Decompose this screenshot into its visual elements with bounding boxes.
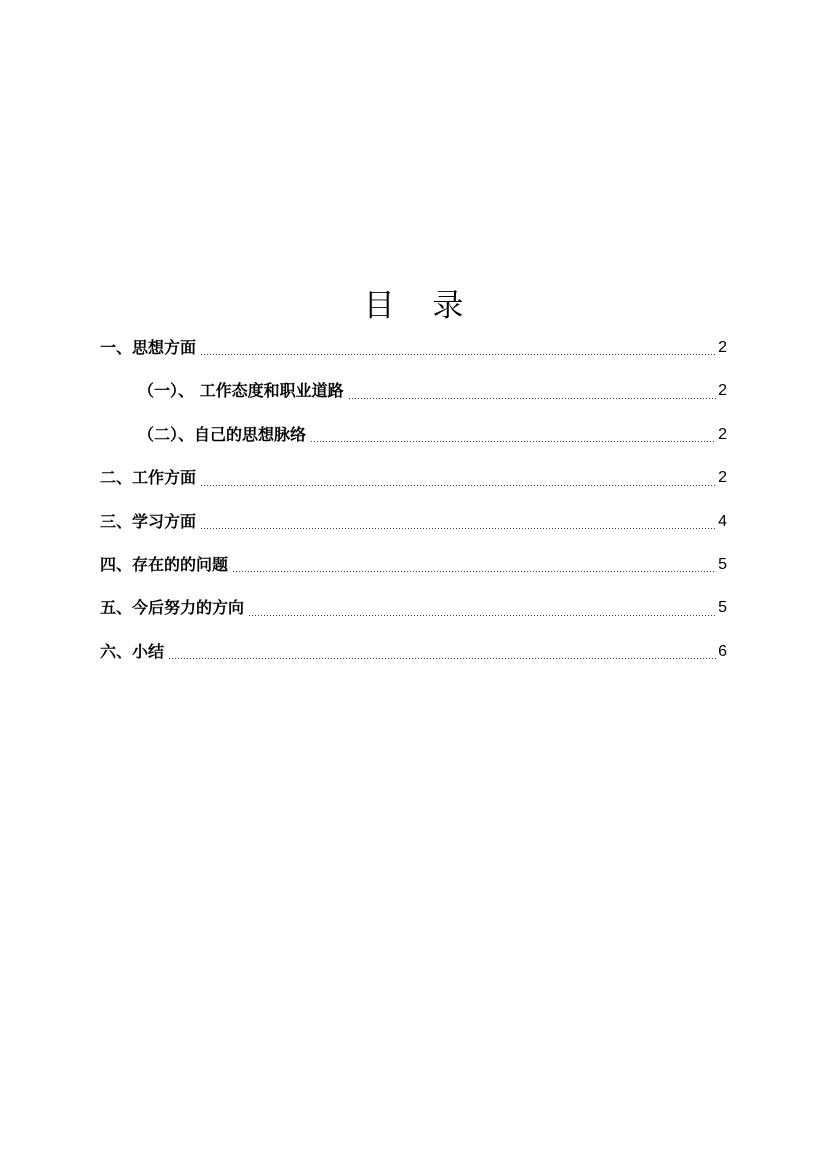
toc-entry-page: 5 [718,555,727,573]
toc-entry-label: 一、思想方面 [100,337,197,357]
toc-entry-label: （一）、 工作态度和职业道路 [138,381,344,401]
toc-entry-study[interactable] [100,500,727,543]
dot-leader [232,571,716,572]
toc-entry-page: 2 [718,338,727,356]
dot-leader [200,485,716,486]
toc-entry-work-attitude[interactable] [100,369,727,412]
toc-entry-page: 2 [718,382,727,400]
toc-entry-label: 四、存在的的问题 [100,554,229,574]
toc-entry-label: （二）、自己的思想脉络 [138,424,307,444]
toc-entry-thought[interactable] [100,326,727,369]
toc-entry-label: 五、今后努力的方向 [100,598,245,618]
dot-leader [248,615,716,616]
toc-entry-page: 4 [718,512,727,530]
toc-entry-page: 5 [718,599,727,617]
toc-entry-summary[interactable] [100,630,727,673]
toc-entry-page: 2 [718,469,727,487]
toc-entry-label: 三、学习方面 [100,511,197,531]
toc-entry-page: 2 [718,425,727,443]
toc-entry-page: 6 [718,642,727,660]
toc-entry-problems[interactable] [100,543,727,586]
dot-leader [310,441,716,442]
dot-leader [168,658,716,659]
dot-leader [348,398,717,399]
toc-entry-thought-context[interactable] [100,413,727,456]
toc-entry-future-direction[interactable] [100,586,727,629]
dot-leader [200,528,716,529]
dot-leader [200,354,716,355]
toc-entry-work[interactable] [100,456,727,499]
toc-entry-label: 二、工作方面 [100,468,197,488]
toc-entry-label: 六、小结 [100,641,165,661]
toc-title: 目 录 [363,288,478,324]
toc-list [100,326,727,673]
